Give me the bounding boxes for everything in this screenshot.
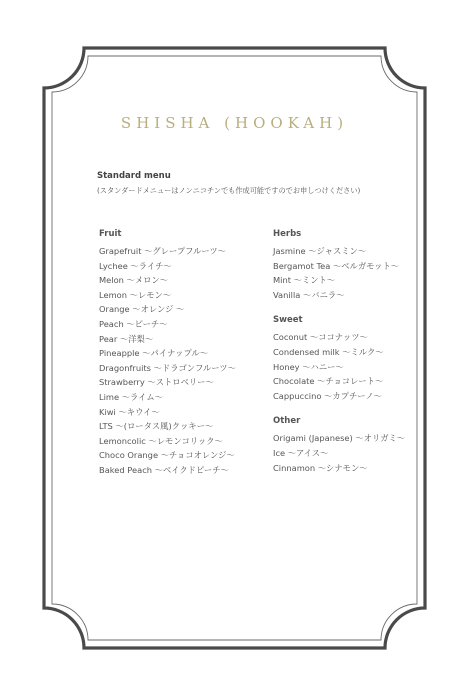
list-item: Coconut 〜ココナッツ〜 bbox=[273, 332, 368, 343]
list-item: Strawberry 〜ストロベリー〜 bbox=[99, 377, 214, 388]
list-item: Lychee 〜ライチ〜 bbox=[99, 260, 172, 271]
right-column bbox=[273, 227, 405, 475]
page-title: SHISHA (HOOKAH) bbox=[120, 114, 349, 132]
sweet-list bbox=[273, 330, 405, 403]
fruit-list bbox=[99, 244, 236, 478]
list-item: Cappuccino 〜カプチーノ〜 bbox=[273, 390, 382, 401]
list-item: Kiwi 〜キウイ〜 bbox=[99, 406, 160, 417]
list-item: Chocolate 〜チョコレート〜 bbox=[273, 376, 384, 387]
herbs-list bbox=[273, 244, 405, 302]
list-item: Melon 〜メロン〜 bbox=[99, 275, 169, 286]
list-item: Baked Peach 〜ベイクドピーチ〜 bbox=[99, 464, 229, 475]
left-column bbox=[99, 227, 236, 478]
list-item: Pear 〜洋梨〜 bbox=[99, 333, 154, 344]
section-heading-herbs: Herbs bbox=[273, 229, 302, 239]
list-item: Dragonfruits 〜ドラゴンフルーツ〜 bbox=[99, 362, 236, 373]
other-list bbox=[273, 431, 405, 475]
list-item: Ice 〜アイス〜 bbox=[273, 447, 329, 458]
list-item: Lime 〜ライム〜 bbox=[99, 391, 163, 402]
list-item: Origami (Japanese) 〜オリガミ〜 bbox=[273, 433, 406, 444]
list-item: Bergamot Tea 〜ベルガモット〜 bbox=[273, 260, 400, 271]
list-item: Orange 〜オレンジ 〜 bbox=[99, 304, 185, 315]
list-item: Jasmine 〜ジャスミン〜 bbox=[273, 246, 367, 256]
list-item: Honey 〜ハニー〜 bbox=[273, 361, 344, 372]
section-heading-other: Other bbox=[273, 416, 301, 427]
list-item: Grapefruit 〜グレープフルーツ〜 bbox=[99, 246, 226, 256]
list-item: Choco Orange 〜チョコオレンジ〜 bbox=[99, 450, 235, 461]
list-item: Cinnamon 〜シナモン〜 bbox=[273, 462, 368, 473]
list-item: Lemoncolic 〜レモンコリック〜 bbox=[99, 435, 223, 446]
standard-menu-label: Standard menu bbox=[97, 171, 171, 181]
section-heading-sweet: Sweet bbox=[273, 315, 303, 326]
standard-menu-note: (スタンダードメニューはノンニコチンでも作成可能ですのでお申しつけください) bbox=[97, 186, 361, 195]
list-item: Mint 〜ミント〜 bbox=[273, 275, 336, 286]
list-item: LTS 〜(ロータス風)クッキー〜 bbox=[99, 421, 214, 432]
list-item: Vanilla 〜バニラ〜 bbox=[273, 289, 345, 300]
section-heading-fruit: Fruit bbox=[99, 229, 122, 239]
list-item: Lemon 〜レモン〜 bbox=[99, 289, 172, 300]
list-item: Peach 〜ピーチ〜 bbox=[99, 318, 168, 329]
list-item: Condensed milk 〜ミルク〜 bbox=[273, 346, 384, 357]
list-item: Pineapple 〜パイナップル〜 bbox=[99, 348, 209, 359]
